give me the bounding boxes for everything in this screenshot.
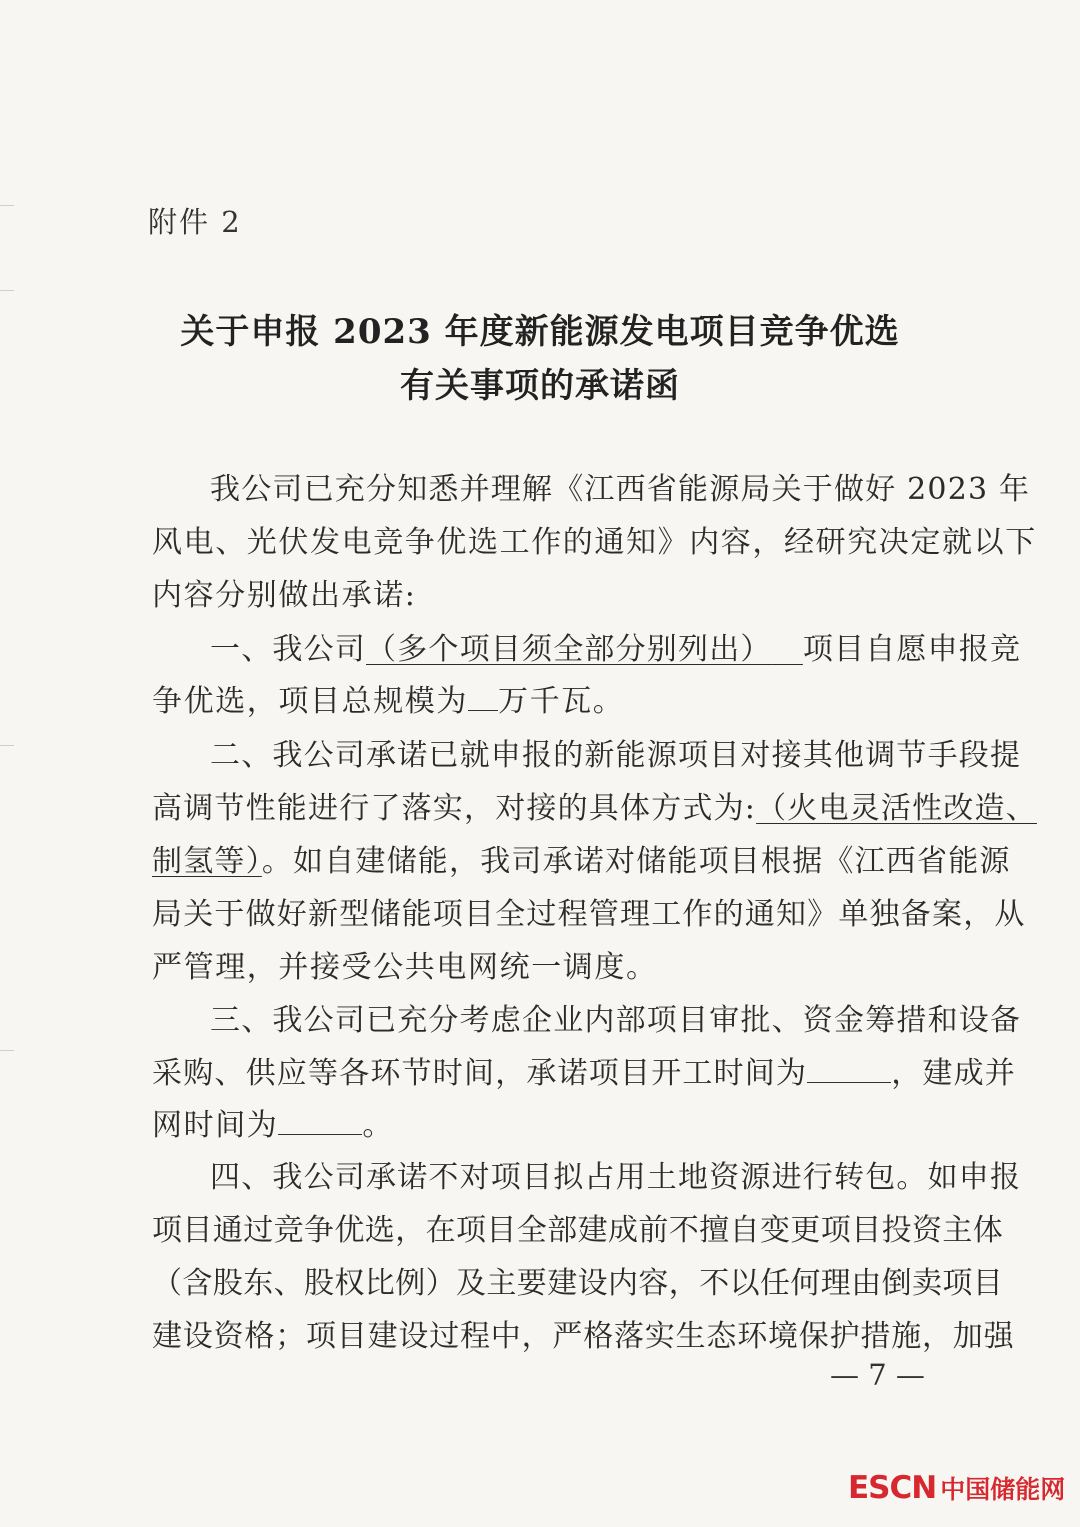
body-line: 四、我公司承诺不对项目拟占用土地资源进行转包。如申报 (210, 1160, 1022, 1195)
body-line: 严管理，并接受公共电网统一调度。 (152, 950, 658, 985)
body-text: 。如自建储能，我司承诺对储能项目根据《江西省能源 (261, 844, 1011, 879)
logo-cn-text: 中国储能网 (940, 1475, 1066, 1504)
scan-edge-mark (0, 745, 14, 746)
scan-edge-mark (0, 205, 14, 206)
attachment-label: 附件 2 (148, 205, 242, 239)
body-text: ，建成并 (891, 1056, 1017, 1091)
blank-grid-date (278, 1108, 362, 1135)
blank-start-date (807, 1056, 891, 1083)
body-text: 项目自愿申报竞 (802, 632, 1022, 667)
body-line: 建设资格；项目建设过程中，严格落实生态环境保护措施，加强 (152, 1319, 1015, 1354)
scan-edge-mark (0, 1050, 14, 1051)
body-text: 高调节性能进行了落实，对接的具体方式为: (152, 791, 757, 826)
body-line (152, 1100, 394, 1144)
escn-watermark-logo (848, 1470, 1065, 1510)
body-line (152, 676, 624, 720)
body-line (152, 783, 1037, 827)
fill-in-method-cont: 制氢等） (152, 844, 262, 879)
body-line: 我公司已充分知悉并理解《江西省能源局关于做好 2023 年 (210, 472, 1031, 507)
body-line: 内容分别做出承诺: (152, 578, 417, 613)
body-text: 采购、供应等各环节时间，承诺项目开工时间为 (152, 1056, 808, 1091)
page-number: — 7 — (830, 1358, 925, 1392)
body-line: （含股东、股权比例）及主要建设内容，不以任何理由倒卖项目 (152, 1266, 1004, 1301)
body-line (152, 1048, 1016, 1092)
body-text: 网时间为 (152, 1108, 279, 1143)
fill-in-method: （火电灵活性改造、 (756, 791, 1037, 826)
body-line: 局关于做好新型储能项目全过程管理工作的通知》单独备案，从 (152, 897, 1026, 932)
body-line (210, 624, 1021, 668)
body-line: 风电、光伏发电竞争优选工作的通知》内容，经研究决定就以下 (152, 525, 1037, 560)
body-text: 争优选，项目总规模为 (152, 684, 468, 719)
body-text: 万千瓦。 (498, 684, 625, 719)
body-line: 三、我公司已充分考虑企业内部项目审批、资金筹措和设备 (210, 1003, 1022, 1038)
logo-en-text: ESCN (848, 1470, 937, 1506)
fill-in-projects: （多个项目须全部分别列出） (366, 632, 772, 667)
blank-total-capacity (468, 684, 498, 711)
scan-edge-mark (0, 290, 14, 291)
body-line: 二、我公司承诺已就申报的新能源项目对接其他调节手段提 (210, 738, 1022, 773)
document-title-line-2: 有关事项的承诺函 (400, 366, 680, 406)
body-text: 。 (362, 1108, 395, 1143)
body-line: 项目通过竞争优选，在项目全部建成前不擅自变更项目投资主体 (152, 1213, 1004, 1248)
body-line (152, 836, 1011, 880)
body-text: 一、我公司 (210, 632, 366, 667)
document-title-line-1: 关于申报 2023 年度新能源发电项目竞争优选 (180, 312, 900, 352)
underline-gap (772, 632, 803, 667)
